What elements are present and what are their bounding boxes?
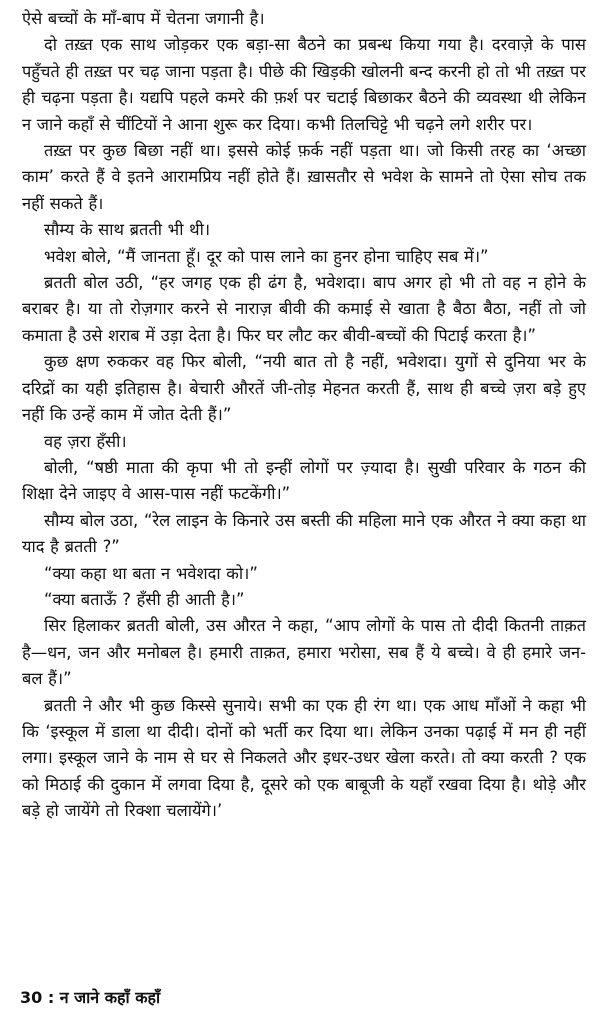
paragraph-8: वह ज़रा हँसी। [44, 431, 127, 451]
paragraph-12: “क्या बताऊँ ? हँसी ही आती है।” [44, 589, 245, 609]
paragraph-11: “क्या कहा था बता न भवेशदा को।” [44, 563, 258, 583]
paragraph-7: कुछ क्षण रुककर वह फिर बोली, “नयी बात तो है नहीं, भवेशदा। युगों से दुनिया भर के दरिद्रों का यही इतिहास है। बेचारी औरतें जी-तोड़ मेहनत करती हैं, साथ ही बच्चे ज़रा बड़े हुए नहीं कि उन्हें काम में जोत देती हैं।” [22, 352, 586, 425]
paragraph-10: सौम्य बोल उठा, “रेल लाइन के किनारे उस बस्ती की महिला माने एक औरत ने क्या कहा था याद है ब्रतती ?” [22, 510, 586, 557]
paragraph-14: ब्रतती ने और भी कुछ किस्से सुनाये। सभी का एक ही रंग था। एक आध माँओं ने कहा भी कि ‘इस्कूल में डाला था दीदी। दोनों को भर्ती कर दिया था। लेकिन उनका पढ़ाई में मन ही नहीं लगा। इस्कूल जाने के नाम से घर से निकलते और इधर-उधर खेला करते। तो क्या करती ? एक को मिठाई की दुकान में लगवा दिया है, दूसरे को एक बाबूजी के यहाँ रखवा दिया है। थोड़े और बड़े हो जायेंगे तो रिक्शा चलायेंगे।’ [22, 695, 586, 821]
paragraph-1: ऐसे बच्चों के माँ-बाप में चेतना जगानी है। [22, 9, 265, 28]
paragraph-13: सिर हिलाकर ब्रतती बोली, उस औरत ने कहा, “आप लोगों के पास तो दीदी कितनी ताक़त है—धन, जन और मनोबल है। हमारी ताक़त, हमारा भरोसा, सब हैं ये बच्चे। वे ही हमारे जन-बल हैं।” [22, 616, 586, 689]
paragraph-4: सौम्य के साथ ब्रतती भी थी। [44, 220, 211, 240]
paragraph-5: भवेश बोले, “मैं जानता हूँ। दूर को पास लाने का हुनर होना चाहिए सब में।” [44, 246, 489, 266]
paragraph-2: दो तख़्त एक साथ जोड़कर एक बड़ा-सा बैठने का प्रबन्ध किया गया है। दरवाज़े के पास पहुँचते ही तख़्त पर चढ़ जाना पड़ता है। पीछे की खिड़की खोलनी बन्द करनी हो तो भी तख़्त पर ही चढ़ना पड़ता है। यद्यपि पहले कमरे की फ़र्श पर चटाई बिछाकर बैठने की व्यवस्था थी लेकिन न जाने कहाँ से चींटियों ने आना शुरू कर दिया। कभी तिलचिट्टे भी चढ़ने लगे शरीर पर। [22, 35, 586, 134]
paragraph-9: बोली, “षष्ठी माता की कृपा भी तो इन्हीं लोगों पर ज़्यादा है। सुखी परिवार के गठन की शिक्षा देने जाइए वे आस-पास नहीं फटकेंगी।” [22, 457, 586, 504]
page-footer: 30 : न जाने कहाँ कहाँ [20, 988, 161, 1007]
paragraph-3: तख़्त पर कुछ बिछा नहीं था। इससे कोई फ़र्क नहीं पड़ता था। जो किसी तरह का ‘अच्छा काम’ करते हैं वे इतने आरामप्रिय नहीं होते हैं। ख़ासतौर से भवेश के सामने तो ऐसा सोच तक नहीं सकते हैं। [22, 141, 586, 213]
paragraph-6: ब्रतती बोल उठी, “हर जगह एक ही ढंग है, भवेशदा। बाप अगर हो भी तो वह न होने के बराबर है। या तो रोज़गार करने से नाराज़ बीवी की कमाई से खाता है बैठा बैठा, नहीं तो जो कमाता है उसे शराब में उड़ा देता है। फिर घर लौट कर बीवी-बच्चों की पिटाई करता है।” [22, 273, 586, 345]
